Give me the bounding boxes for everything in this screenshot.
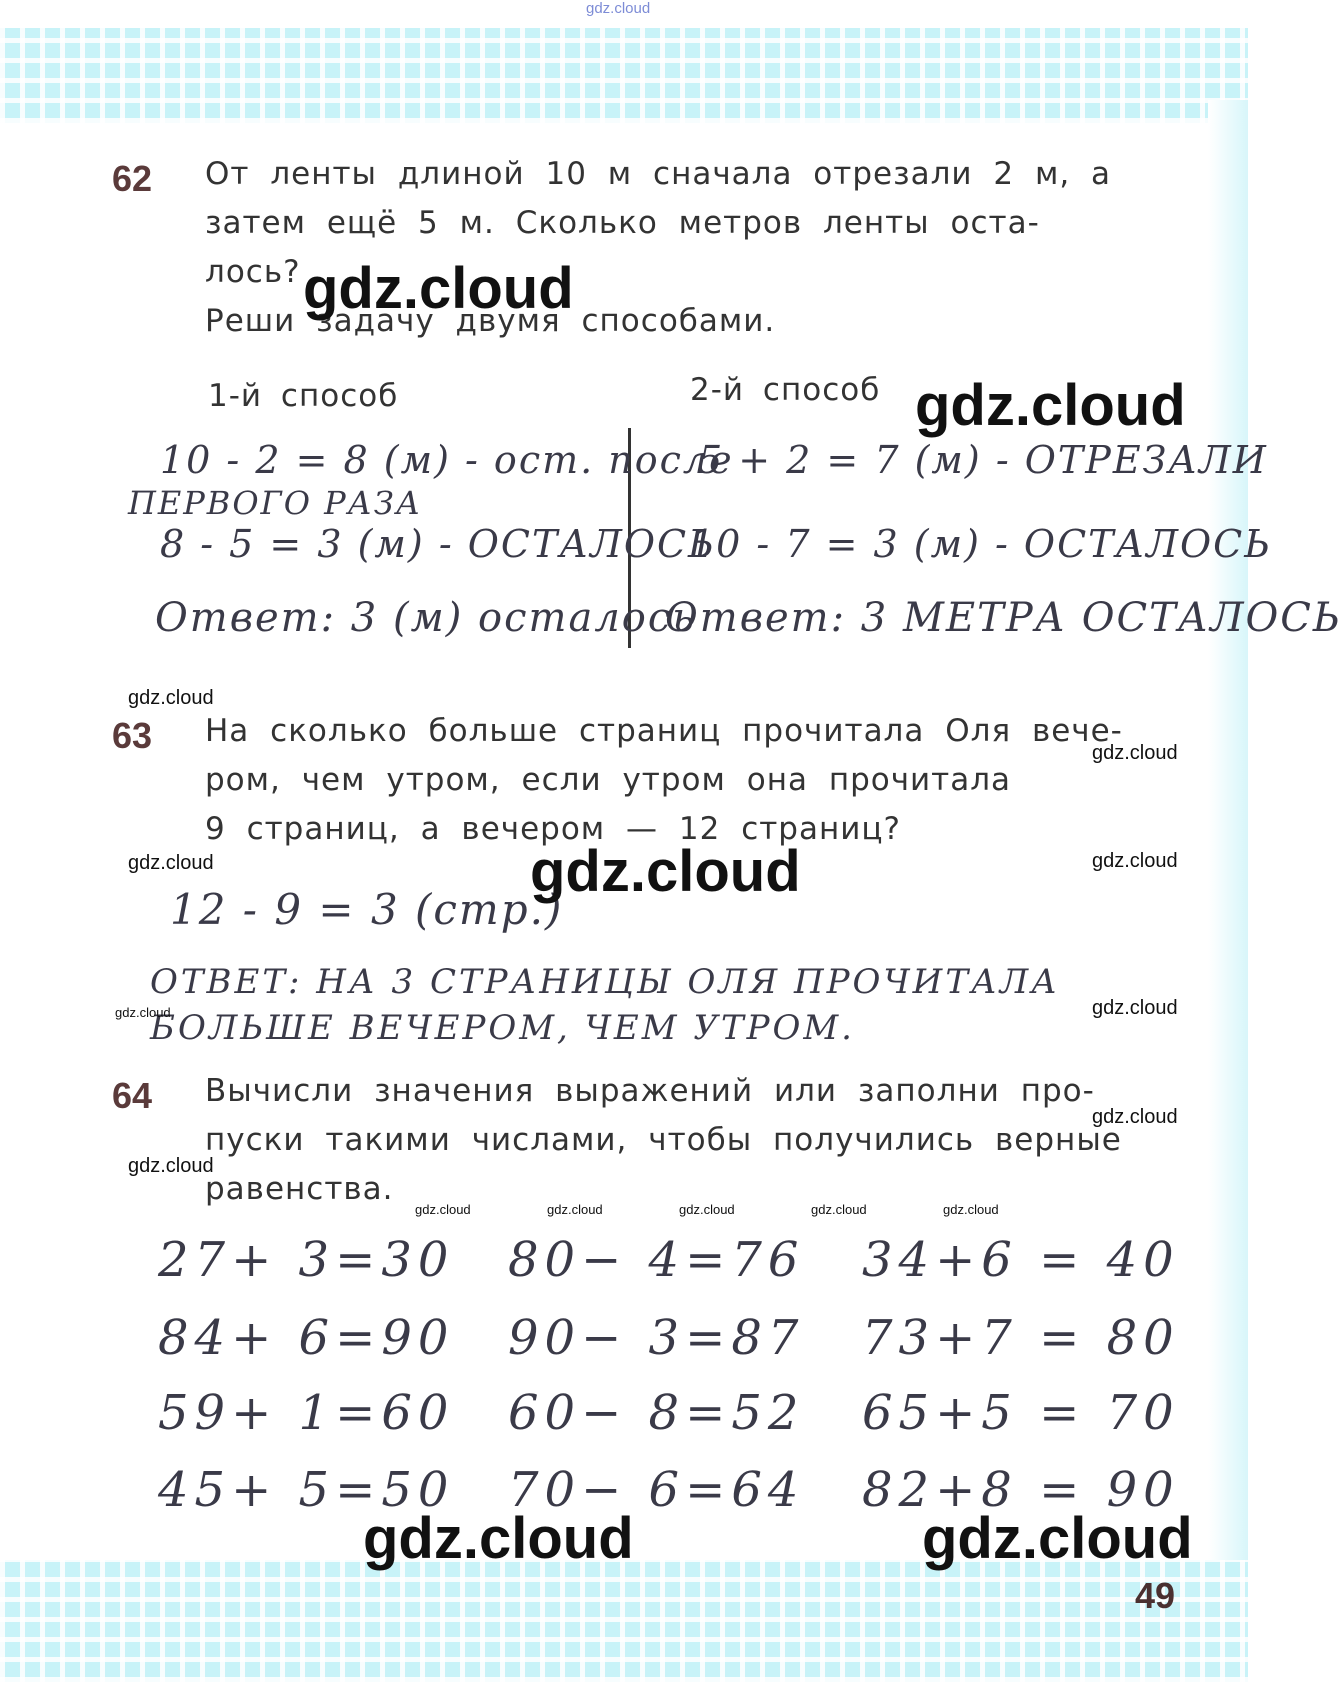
- task-63-line: ром, чем утром, если утром она прочитала: [205, 762, 1012, 798]
- task-63-solution: 12 - 9 = 3 (стр.): [170, 885, 564, 934]
- watermark: gdz.cloud: [415, 1202, 471, 1217]
- task-64-text: [205, 1067, 1150, 1214]
- right-decorative-strip: [1208, 100, 1248, 1570]
- equation: 70− 6=64: [508, 1462, 805, 1518]
- task-64-line: равенства.: [205, 1171, 394, 1207]
- method-2-line: 5 + 2 = 7 (м) - ОТРЕЗАЛИ: [698, 438, 1268, 482]
- task-62-line: От ленты длиной 10 м сначала отрезали 2 м, а: [205, 156, 1112, 192]
- task-64-number: 64: [112, 1075, 153, 1116]
- watermark: gdz.cloud: [922, 1506, 1193, 1571]
- task-63-number: 63: [112, 715, 153, 756]
- method-1-line: ПЕРВОГО РАЗА: [128, 484, 423, 522]
- method-1-answer: Ответ: 3 (м) осталось: [155, 595, 697, 641]
- task-64-line: пуски такими числами, чтобы получились верные: [205, 1122, 1122, 1158]
- task-62-line: затем ещё 5 м. Сколько метров ленты оста-: [205, 205, 1040, 241]
- watermark: gdz.cloud: [1092, 1106, 1178, 1128]
- top-decorative-band: [0, 28, 1248, 123]
- watermark: gdz.cloud: [128, 1155, 214, 1177]
- watermark: gdz.cloud: [1092, 997, 1178, 1019]
- equation: 27+ 3=30: [158, 1232, 455, 1288]
- method-1-line: 10 - 2 = 8 (м) - ост. после: [160, 438, 734, 482]
- page-number: 49: [1135, 1575, 1176, 1616]
- watermark: gdz.cloud: [1092, 850, 1178, 872]
- task-62-line: лось?: [205, 254, 301, 290]
- equation: 80− 4=76: [508, 1232, 805, 1288]
- watermark: gdz.cloud: [1092, 742, 1178, 764]
- method-1-label: 1-й способ: [208, 378, 399, 414]
- task-63-answer-line: ОТВЕТ: НА 3 СТРАНИЦЫ ОЛЯ ПРОЧИТАЛА: [150, 962, 1060, 1002]
- task-63-line: На сколько больше страниц прочитала Оля вече-: [205, 713, 1123, 749]
- method-1-line: 8 - 5 = 3 (м) - ОСТАЛОСЬ: [160, 522, 716, 566]
- equation: 82+8 = 90: [862, 1462, 1180, 1518]
- watermark: gdz.cloud: [811, 1202, 867, 1217]
- watermark: gdz.cloud: [303, 256, 574, 321]
- equation: 45+ 5=50: [158, 1462, 455, 1518]
- watermark: gdz.cloud: [115, 1005, 171, 1020]
- watermark: gdz.cloud: [128, 852, 214, 874]
- task-63-answer-line: БОЛЬШЕ ВЕЧЕРОМ, ЧЕМ УТРОМ.: [150, 1008, 855, 1048]
- equation: 84+ 6=90: [158, 1310, 455, 1366]
- watermark: gdz.cloud: [363, 1506, 634, 1571]
- site-mark: gdz.cloud: [586, 0, 651, 17]
- equation: 73+7 = 80: [862, 1310, 1180, 1366]
- watermark: gdz.cloud: [530, 839, 801, 904]
- equation: 90− 3=87: [508, 1310, 805, 1366]
- watermark: gdz.cloud: [547, 1202, 603, 1217]
- equation: 34+6 = 40: [862, 1232, 1180, 1288]
- watermark: gdz.cloud: [943, 1202, 999, 1217]
- equation: 59+ 1=60: [158, 1385, 455, 1441]
- watermark: gdz.cloud: [915, 373, 1186, 438]
- equation: 60− 8=52: [508, 1385, 805, 1441]
- method-2-label: 2-й способ: [690, 372, 881, 408]
- watermark: gdz.cloud: [128, 687, 214, 709]
- method-2-answer: Ответ: 3 МЕТРА ОСТАЛОСЬ: [665, 595, 1342, 641]
- task-62-line: Реши задачу двумя способами.: [205, 303, 776, 339]
- task-63-text: [205, 707, 1150, 854]
- bottom-decorative-band: [0, 1560, 1248, 1682]
- task-64-line: Вычисли значения выражений или заполни про-: [205, 1073, 1095, 1109]
- method-2-line: 10 - 7 = 3 (м) - ОСТАЛОСЬ: [690, 522, 1272, 566]
- task-63-line: 9 страниц, а вечером — 12 страниц?: [205, 811, 901, 847]
- task-62-number: 62: [112, 158, 153, 199]
- watermark: gdz.cloud: [679, 1202, 735, 1217]
- equation: 65+5 = 70: [862, 1385, 1180, 1441]
